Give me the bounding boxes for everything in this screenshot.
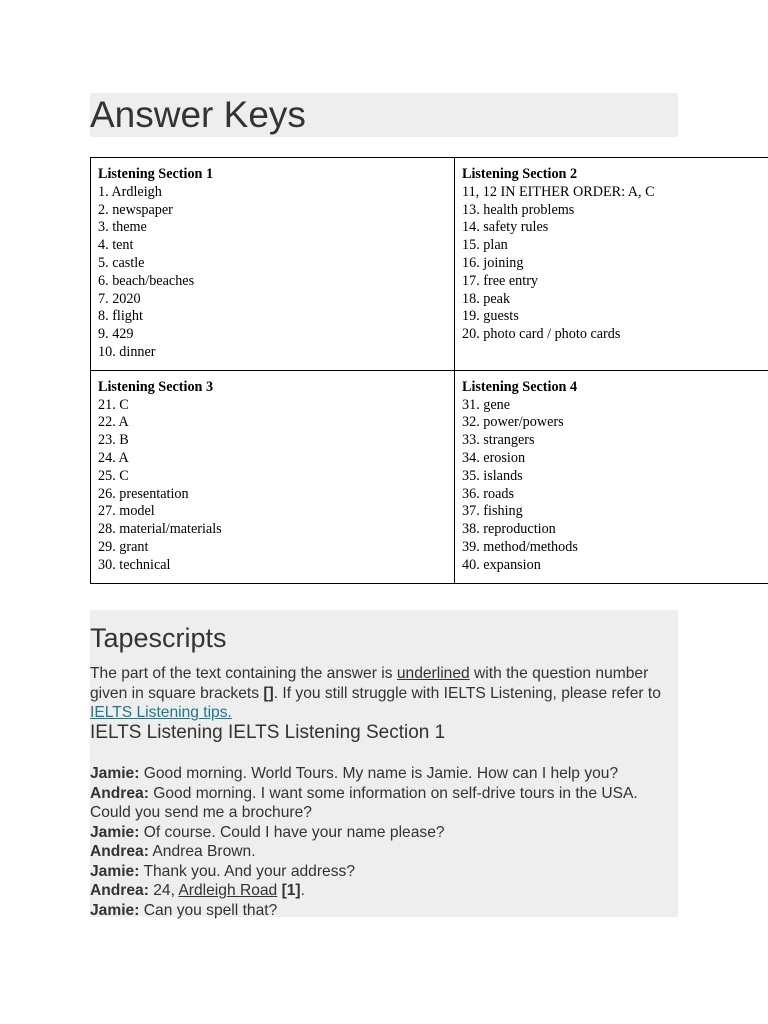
answer-item: 35. islands bbox=[462, 467, 523, 484]
dialog-line: Andrea: Good morning. I want some information on self-drive tours in the USA. Could you send me a brochure? bbox=[90, 784, 638, 821]
speaker: Jamie: bbox=[90, 901, 140, 919]
answer-item: 18. peak bbox=[462, 290, 511, 307]
answer-item: 19. guests bbox=[462, 308, 519, 325]
speaker: Jamie: bbox=[90, 765, 140, 782]
answer-item: 39. method/methods bbox=[462, 538, 578, 555]
section-heading: Listening Section 4 bbox=[462, 378, 578, 395]
answer-item: 37. fishing bbox=[462, 503, 523, 520]
answer-item: 21. C bbox=[98, 396, 129, 413]
answer-item: 30. technical bbox=[98, 556, 171, 573]
answer-item: 40. expansion bbox=[462, 556, 541, 573]
speaker: Jamie: bbox=[90, 862, 140, 880]
underlined-example: underlined bbox=[396, 665, 470, 682]
section-heading: Listening Section 2 bbox=[462, 166, 578, 182]
dialog-line: Jamie: Can you spell that? bbox=[90, 901, 278, 919]
table-row bbox=[91, 158, 768, 371]
section-heading: Listening Section 3 bbox=[98, 378, 214, 395]
answer-item: 34. erosion bbox=[462, 449, 526, 466]
title-block bbox=[90, 93, 678, 137]
answer-item: 11, 12 IN EITHER ORDER: A, C bbox=[462, 183, 655, 200]
tapescripts-block bbox=[90, 610, 678, 917]
answer-item: 20. photo card / photo cards bbox=[462, 326, 621, 343]
speaker: Andrea: bbox=[90, 843, 149, 860]
dialog-line: Jamie: Thank you. And your address? bbox=[90, 862, 355, 880]
answer-item: 6. beach/beaches bbox=[98, 272, 195, 289]
answer-item: 10. dinner bbox=[98, 343, 156, 360]
answer-item: 3. theme bbox=[98, 219, 147, 236]
dialog-line: Andrea: 24, Ardleigh Road [1]. bbox=[90, 882, 305, 899]
answer-item: 5. castle bbox=[98, 254, 145, 271]
answer-item: 33. strangers bbox=[462, 432, 535, 449]
answer-item: 22. A bbox=[98, 414, 129, 431]
answer-item: 23. B bbox=[98, 432, 129, 449]
dialog bbox=[90, 764, 678, 920]
answer-item: 7. 2020 bbox=[98, 290, 141, 307]
section-subtitle: IELTS Listening IELTS Listening Section 1 bbox=[90, 722, 446, 743]
answer-item: 15. plan bbox=[462, 237, 508, 254]
answer-keys-table bbox=[90, 157, 768, 584]
dialog-line: Andrea: Andrea Brown. bbox=[90, 843, 256, 860]
speaker: Jamie: bbox=[90, 823, 140, 841]
answer-item: 38. reproduction bbox=[462, 521, 556, 538]
page-title: Answer Keys bbox=[90, 94, 306, 135]
answer-item: 27. model bbox=[98, 503, 155, 520]
ielts-listening-tips-link[interactable]: IELTS Listening tips. bbox=[90, 704, 232, 721]
answer-item: 36. roads bbox=[462, 485, 515, 502]
answer-item: 26. presentation bbox=[98, 485, 189, 502]
tapescripts-title: Tapescripts bbox=[90, 623, 227, 653]
answer-item: 9. 429 bbox=[98, 326, 134, 343]
answer-item: 4. tent bbox=[98, 237, 134, 254]
dialog-line: Jamie: Of course. Could I have your name please? bbox=[90, 823, 445, 841]
answer-item: 32. power/powers bbox=[462, 414, 564, 431]
answer-underline: Ardleigh Road bbox=[178, 882, 278, 899]
brackets-example: [] bbox=[263, 684, 274, 702]
answer-item: 16. joining bbox=[462, 254, 524, 271]
answer-item: 2. newspaper bbox=[98, 201, 173, 218]
speaker: Andrea: bbox=[90, 882, 149, 899]
question-marker: [1] bbox=[277, 882, 301, 899]
answer-item: 24. A bbox=[98, 449, 129, 466]
speaker: Andrea: bbox=[90, 784, 149, 802]
section-heading: Listening Section 1 bbox=[98, 166, 214, 182]
section-cell bbox=[91, 158, 455, 371]
answer-item: 14. safety rules bbox=[462, 219, 549, 236]
answer-item: 13. health problems bbox=[462, 201, 575, 218]
dialog-line: Jamie: Good morning. World Tours. My name is Jamie. How can I help you? bbox=[90, 765, 619, 782]
tapescripts-intro: The part of the text containing the answer is underlined with the question number given in square brackets []. If you still struggle with IELTS Listening, please refer to IELTS Listening tips. bbox=[90, 665, 661, 721]
answer-item: 1. Ardleigh bbox=[98, 183, 162, 200]
answer-item: 31. gene bbox=[462, 396, 511, 413]
answer-item: 29. grant bbox=[98, 538, 149, 555]
table-row bbox=[91, 370, 768, 583]
answer-item: 8. flight bbox=[98, 308, 143, 325]
section-cell bbox=[91, 370, 455, 583]
answer-item: 17. free entry bbox=[462, 272, 539, 289]
answer-item: 28. material/materials bbox=[98, 521, 222, 538]
section-cell bbox=[455, 158, 768, 371]
answer-item: 25. C bbox=[98, 467, 129, 484]
section-cell bbox=[455, 370, 768, 583]
